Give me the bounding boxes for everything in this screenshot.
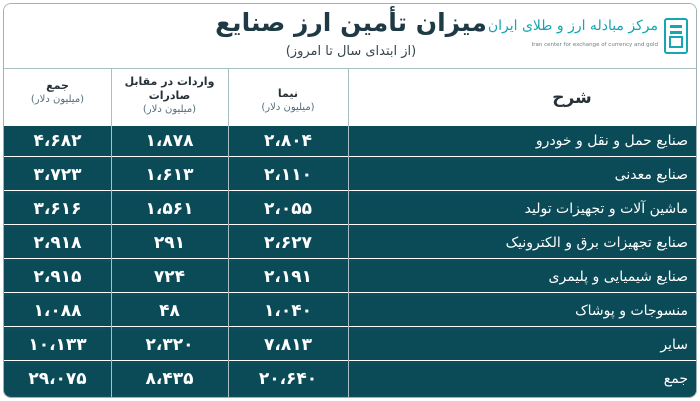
cell-nima: ۲،۱۹۱	[264, 267, 312, 287]
column-divider	[228, 68, 229, 398]
logo-text-fa: مرکز مبادله ارز و طلای ایران	[487, 18, 658, 34]
table-row	[4, 194, 697, 225]
cell-nima: ۱،۰۴۰	[264, 301, 312, 321]
logo-mark-icon	[664, 18, 688, 54]
table-row	[4, 126, 697, 157]
cell-total: ۱،۰۸۸	[33, 301, 82, 321]
column-header-nima: نیما (میلیون دلار)	[261, 87, 315, 113]
table-row	[4, 296, 697, 327]
table-row	[4, 228, 697, 259]
cell-nima: ۲،۶۲۷	[264, 233, 312, 253]
cell-imports: ۲،۳۲۰	[145, 335, 194, 355]
page-subtitle: (از ابتدای سال تا امروز)	[285, 44, 417, 59]
cell-total: ۲،۹۱۵	[33, 267, 82, 287]
cell-nima: ۲،۱۱۰	[264, 165, 312, 185]
cell-total: ۳،۶۱۶	[33, 199, 82, 219]
cell-imports: ۱،۸۷۸	[145, 131, 194, 151]
table-row	[4, 330, 697, 361]
row-label: صنایع شیمیایی و پلیمری	[548, 269, 688, 285]
page-title: میزان تأمین ارز صنایع	[215, 8, 487, 37]
logo-text-en: Iran center for exchange of currency and gold	[531, 42, 658, 48]
row-label: صنایع حمل و نقل و خودرو	[535, 133, 688, 149]
column-header-imports: واردات در مقابل صادرات (میلیون دلار)	[124, 75, 215, 115]
column-divider	[348, 68, 349, 398]
cell-nima: ۷،۸۱۳	[264, 335, 312, 355]
row-label: صنایع تجهیزات برق و الکترونیک	[505, 235, 688, 251]
logo	[487, 18, 688, 62]
cell-total: ۲،۹۱۸	[33, 233, 82, 253]
cell-imports: ۸،۴۳۵	[145, 369, 194, 389]
column-divider	[111, 68, 112, 398]
cell-nima: ۲۰،۶۴۰	[258, 369, 318, 389]
cell-imports: ۴۸	[159, 301, 180, 321]
table-row-total	[4, 364, 697, 395]
cell-nima: ۲،۸۰۴	[264, 131, 312, 151]
cell-imports: ۲۹۱	[153, 233, 186, 253]
row-label: منسوجات و پوشاک	[575, 303, 688, 319]
infographic-card	[3, 3, 697, 398]
table-body	[4, 126, 697, 398]
row-label: جمع	[663, 371, 688, 387]
header	[4, 4, 697, 68]
cell-total: ۲۹،۰۷۵	[28, 369, 87, 389]
column-header-sharh: شرح	[552, 88, 592, 108]
cell-imports: ۱،۵۶۱	[145, 199, 194, 219]
cell-nima: ۲،۰۵۵	[264, 199, 312, 219]
cell-imports: ۱،۶۱۳	[145, 165, 194, 185]
cell-total: ۴،۶۸۲	[33, 131, 82, 151]
column-header-total: جمع (میلیون دلار)	[30, 79, 85, 105]
cell-imports: ۷۲۴	[153, 267, 186, 287]
row-label: ماشین آلات و تجهیزات تولید	[524, 201, 688, 217]
row-label: سایر	[660, 337, 688, 353]
table-row	[4, 262, 697, 293]
row-label: صنایع معدنی	[614, 167, 688, 183]
table-row	[4, 160, 697, 191]
cell-total: ۳،۷۲۳	[33, 165, 82, 185]
cell-total: ۱۰،۱۳۳	[28, 335, 87, 355]
table-header	[4, 68, 697, 126]
